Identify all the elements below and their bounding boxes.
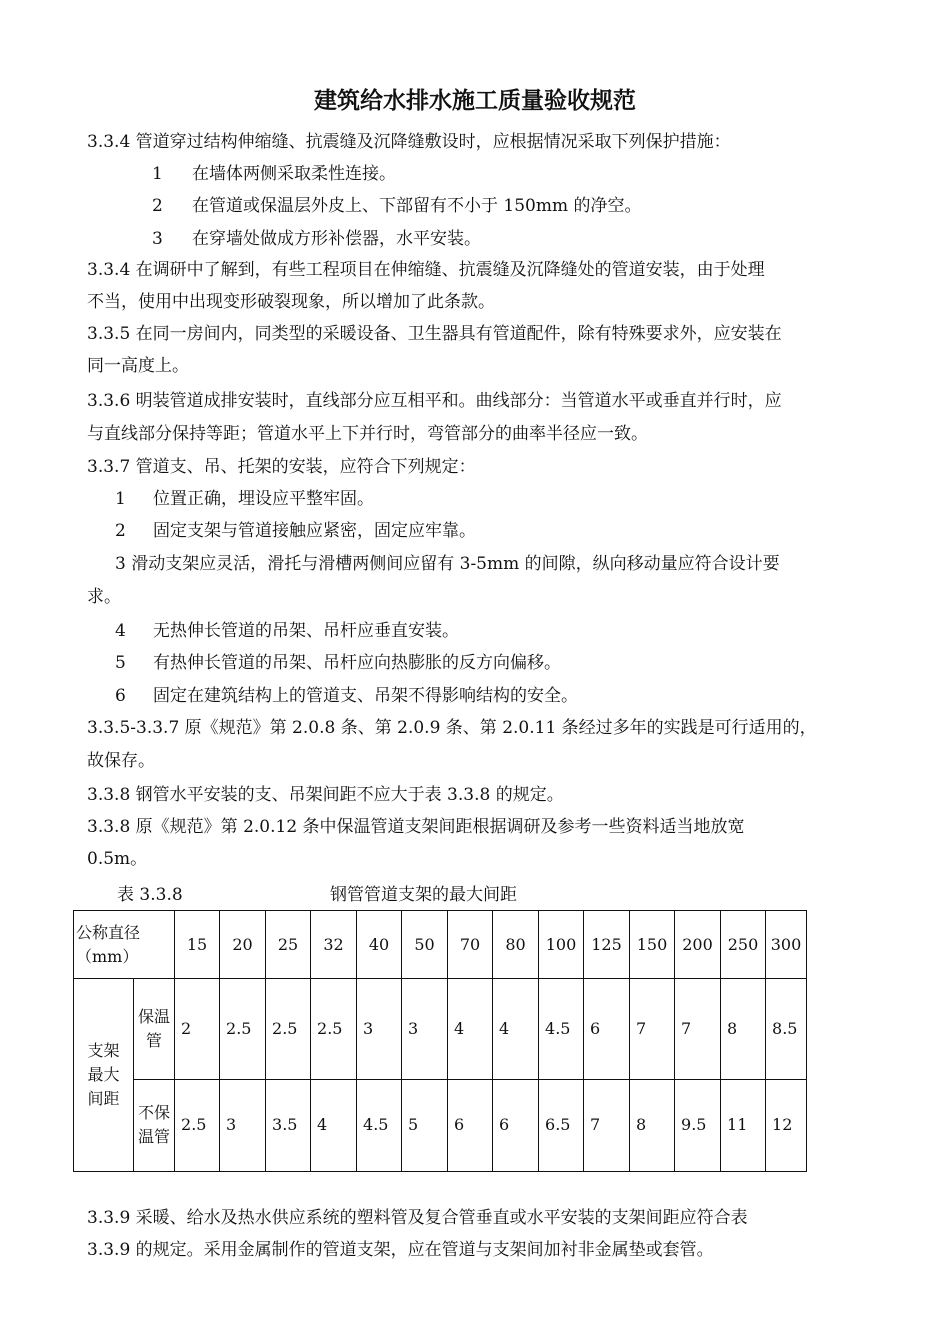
paragraph-line: 不当，使用中出现变形破裂现象，所以增加了此条款。 <box>87 292 495 312</box>
paragraph-line: 3.3.5-3.3.7 原《规范》第 2.0.8 条、第 2.0.9 条、第 2.0.11 条经过多年的实践是可行适用的， <box>87 718 817 738</box>
table-cell: 3 <box>220 1079 266 1171</box>
paragraph-line: 故保存。 <box>87 751 155 771</box>
table-cell: 4.5 <box>357 1079 402 1171</box>
paragraph-line: 3.3.7 管道支、吊、托架的安装，应符合下列规定： <box>87 457 476 477</box>
table-header-row <box>74 911 807 979</box>
support-spacing-table <box>73 910 807 1172</box>
table-header-cell: 200 <box>675 911 721 979</box>
table-cell: 2 <box>175 979 220 1079</box>
sub-item-text: 在墙体两侧采取柔性连接。 <box>192 164 396 184</box>
table-header-cell: 250 <box>721 911 766 979</box>
table-header-cell: 32 <box>311 911 357 979</box>
paragraph-line: 3.3.4 在调研中了解到，有些工程项目在伸缩缝、抗震缝及沉降缝处的管道安装，由于处理 <box>87 260 765 280</box>
table-cell: 2.5 <box>311 979 357 1079</box>
list-item-number: 5 <box>115 653 126 673</box>
list-item-number: 1 <box>115 489 126 509</box>
paragraph-line: 与直线部分保持等距；管道水平上下并行时，弯管部分的曲率半径应一致。 <box>87 424 648 444</box>
list-item-number: 4 <box>115 621 126 641</box>
table-cell: 8.5 <box>766 979 807 1079</box>
sub-item-number: 2 <box>152 196 163 216</box>
table-cell: 6 <box>448 1079 493 1171</box>
sub-item-text: 在管道或保温层外皮上、下部留有不小于 150mm 的净空。 <box>192 196 642 216</box>
paragraph-line: 同一高度上。 <box>87 356 189 376</box>
table-cell: 11 <box>721 1079 766 1171</box>
table-header-label: 公称直径（mm） <box>74 911 175 979</box>
table-header-cell: 40 <box>357 911 402 979</box>
table-cell: 3.5 <box>266 1079 311 1171</box>
table-cell: 4 <box>448 979 493 1079</box>
table-header-cell: 50 <box>402 911 448 979</box>
sub-item-number: 3 <box>152 229 163 249</box>
sub-item-number: 1 <box>152 164 163 184</box>
list-item-text: 有热伸长管道的吊架、吊杆应向热膨胀的反方向偏移。 <box>153 653 561 673</box>
table-header-cell: 80 <box>493 911 539 979</box>
list-item <box>115 487 374 511</box>
list-item-text: 固定支架与管道接触应紧密，固定应牢靠。 <box>153 521 476 541</box>
table-header-cell: 150 <box>630 911 675 979</box>
table-cell: 3 <box>357 979 402 1079</box>
list-item-number: 2 <box>115 521 126 541</box>
table-caption-title: 钢管管道支架的最大间距 <box>330 885 517 905</box>
sub-item <box>152 227 481 251</box>
table-row <box>74 979 807 1079</box>
list-item <box>115 519 476 543</box>
table-header-cell: 100 <box>539 911 584 979</box>
table-header-cell: 70 <box>448 911 493 979</box>
list-item <box>115 651 561 675</box>
row-label-uninsulated: 不保温管 <box>134 1079 175 1171</box>
paragraph-line: 0.5m。 <box>87 849 148 869</box>
row-group-label: 支架最大间距 <box>74 979 134 1172</box>
table-cell: 4.5 <box>539 979 584 1079</box>
table-header-cell: 15 <box>175 911 220 979</box>
sub-item-text: 在穿墙处做成方形补偿器，水平安装。 <box>192 229 481 249</box>
table-cell: 8 <box>721 979 766 1079</box>
table-header-cell: 25 <box>266 911 311 979</box>
table-caption-number: 表 3.3.8 <box>117 885 183 905</box>
list-item <box>115 619 459 643</box>
table-cell: 9.5 <box>675 1079 721 1171</box>
table-header-cell: 125 <box>584 911 630 979</box>
paragraph-line: 3.3.9 的规定。采用金属制作的管道支架，应在管道与支架间加衬非金属垫或套管。 <box>87 1240 714 1260</box>
list-item-text: 无热伸长管道的吊架、吊杆应垂直安装。 <box>153 621 459 641</box>
table-cell: 2.5 <box>266 979 311 1079</box>
sub-item <box>152 194 642 218</box>
table-cell: 8 <box>630 1079 675 1171</box>
table-row <box>74 1079 807 1171</box>
table-header-cell: 300 <box>766 911 807 979</box>
table-cell: 6 <box>584 979 630 1079</box>
paragraph-line: 求。 <box>87 587 121 607</box>
list-item-number: 6 <box>115 686 126 706</box>
table-header-cell: 20 <box>220 911 266 979</box>
paragraph-line: 3.3.8 钢管水平安装的支、吊架间距不应大于表 3.3.8 的规定。 <box>87 785 564 805</box>
table-cell: 6.5 <box>539 1079 584 1171</box>
table-cell: 5 <box>402 1079 448 1171</box>
paragraph-line: 3 滑动支架应灵活，滑托与滑槽两侧间应留有 3-5mm 的间隙，纵向移动量应符合设计要 <box>115 554 780 574</box>
table-cell: 7 <box>630 979 675 1079</box>
table-cell: 3 <box>402 979 448 1079</box>
list-item-text: 固定在建筑结构上的管道支、吊架不得影响结构的安全。 <box>153 686 578 706</box>
table-cell: 4 <box>493 979 539 1079</box>
list-item <box>115 684 578 708</box>
table-cell: 12 <box>766 1079 807 1171</box>
table-cell: 6 <box>493 1079 539 1171</box>
page-title: 建筑给水排水施工质量验收规范 <box>314 88 636 114</box>
paragraph-line: 3.3.8 原《规范》第 2.0.12 条中保温管道支架间距根据调研及参考一些资料适当地放宽 <box>87 817 745 837</box>
table-cell: 7 <box>584 1079 630 1171</box>
list-item-text: 位置正确，埋设应平整牢固。 <box>153 489 374 509</box>
paragraph-line: 3.3.5 在同一房间内，同类型的采暖设备、卫生器具有管道配件，除有特殊要求外，应安装在 <box>87 324 782 344</box>
table-cell: 7 <box>675 979 721 1079</box>
row-label-insulated: 保温管 <box>134 979 175 1079</box>
paragraph-line: 3.3.4 管道穿过结构伸缩缝、抗震缝及沉降缝敷设时，应根据情况采取下列保护措施： <box>87 132 731 152</box>
paragraph-line: 3.3.6 明装管道成排安装时，直线部分应互相平和。曲线部分：当管道水平或垂直并行时，应 <box>87 391 782 411</box>
table-cell: 4 <box>311 1079 357 1171</box>
table-cell: 2.5 <box>175 1079 220 1171</box>
sub-item <box>152 162 396 186</box>
table-cell: 2.5 <box>220 979 266 1079</box>
paragraph-line: 3.3.9 采暖、给水及热水供应系统的塑料管及复合管垂直或水平安装的支架间距应符合表 <box>87 1208 748 1228</box>
